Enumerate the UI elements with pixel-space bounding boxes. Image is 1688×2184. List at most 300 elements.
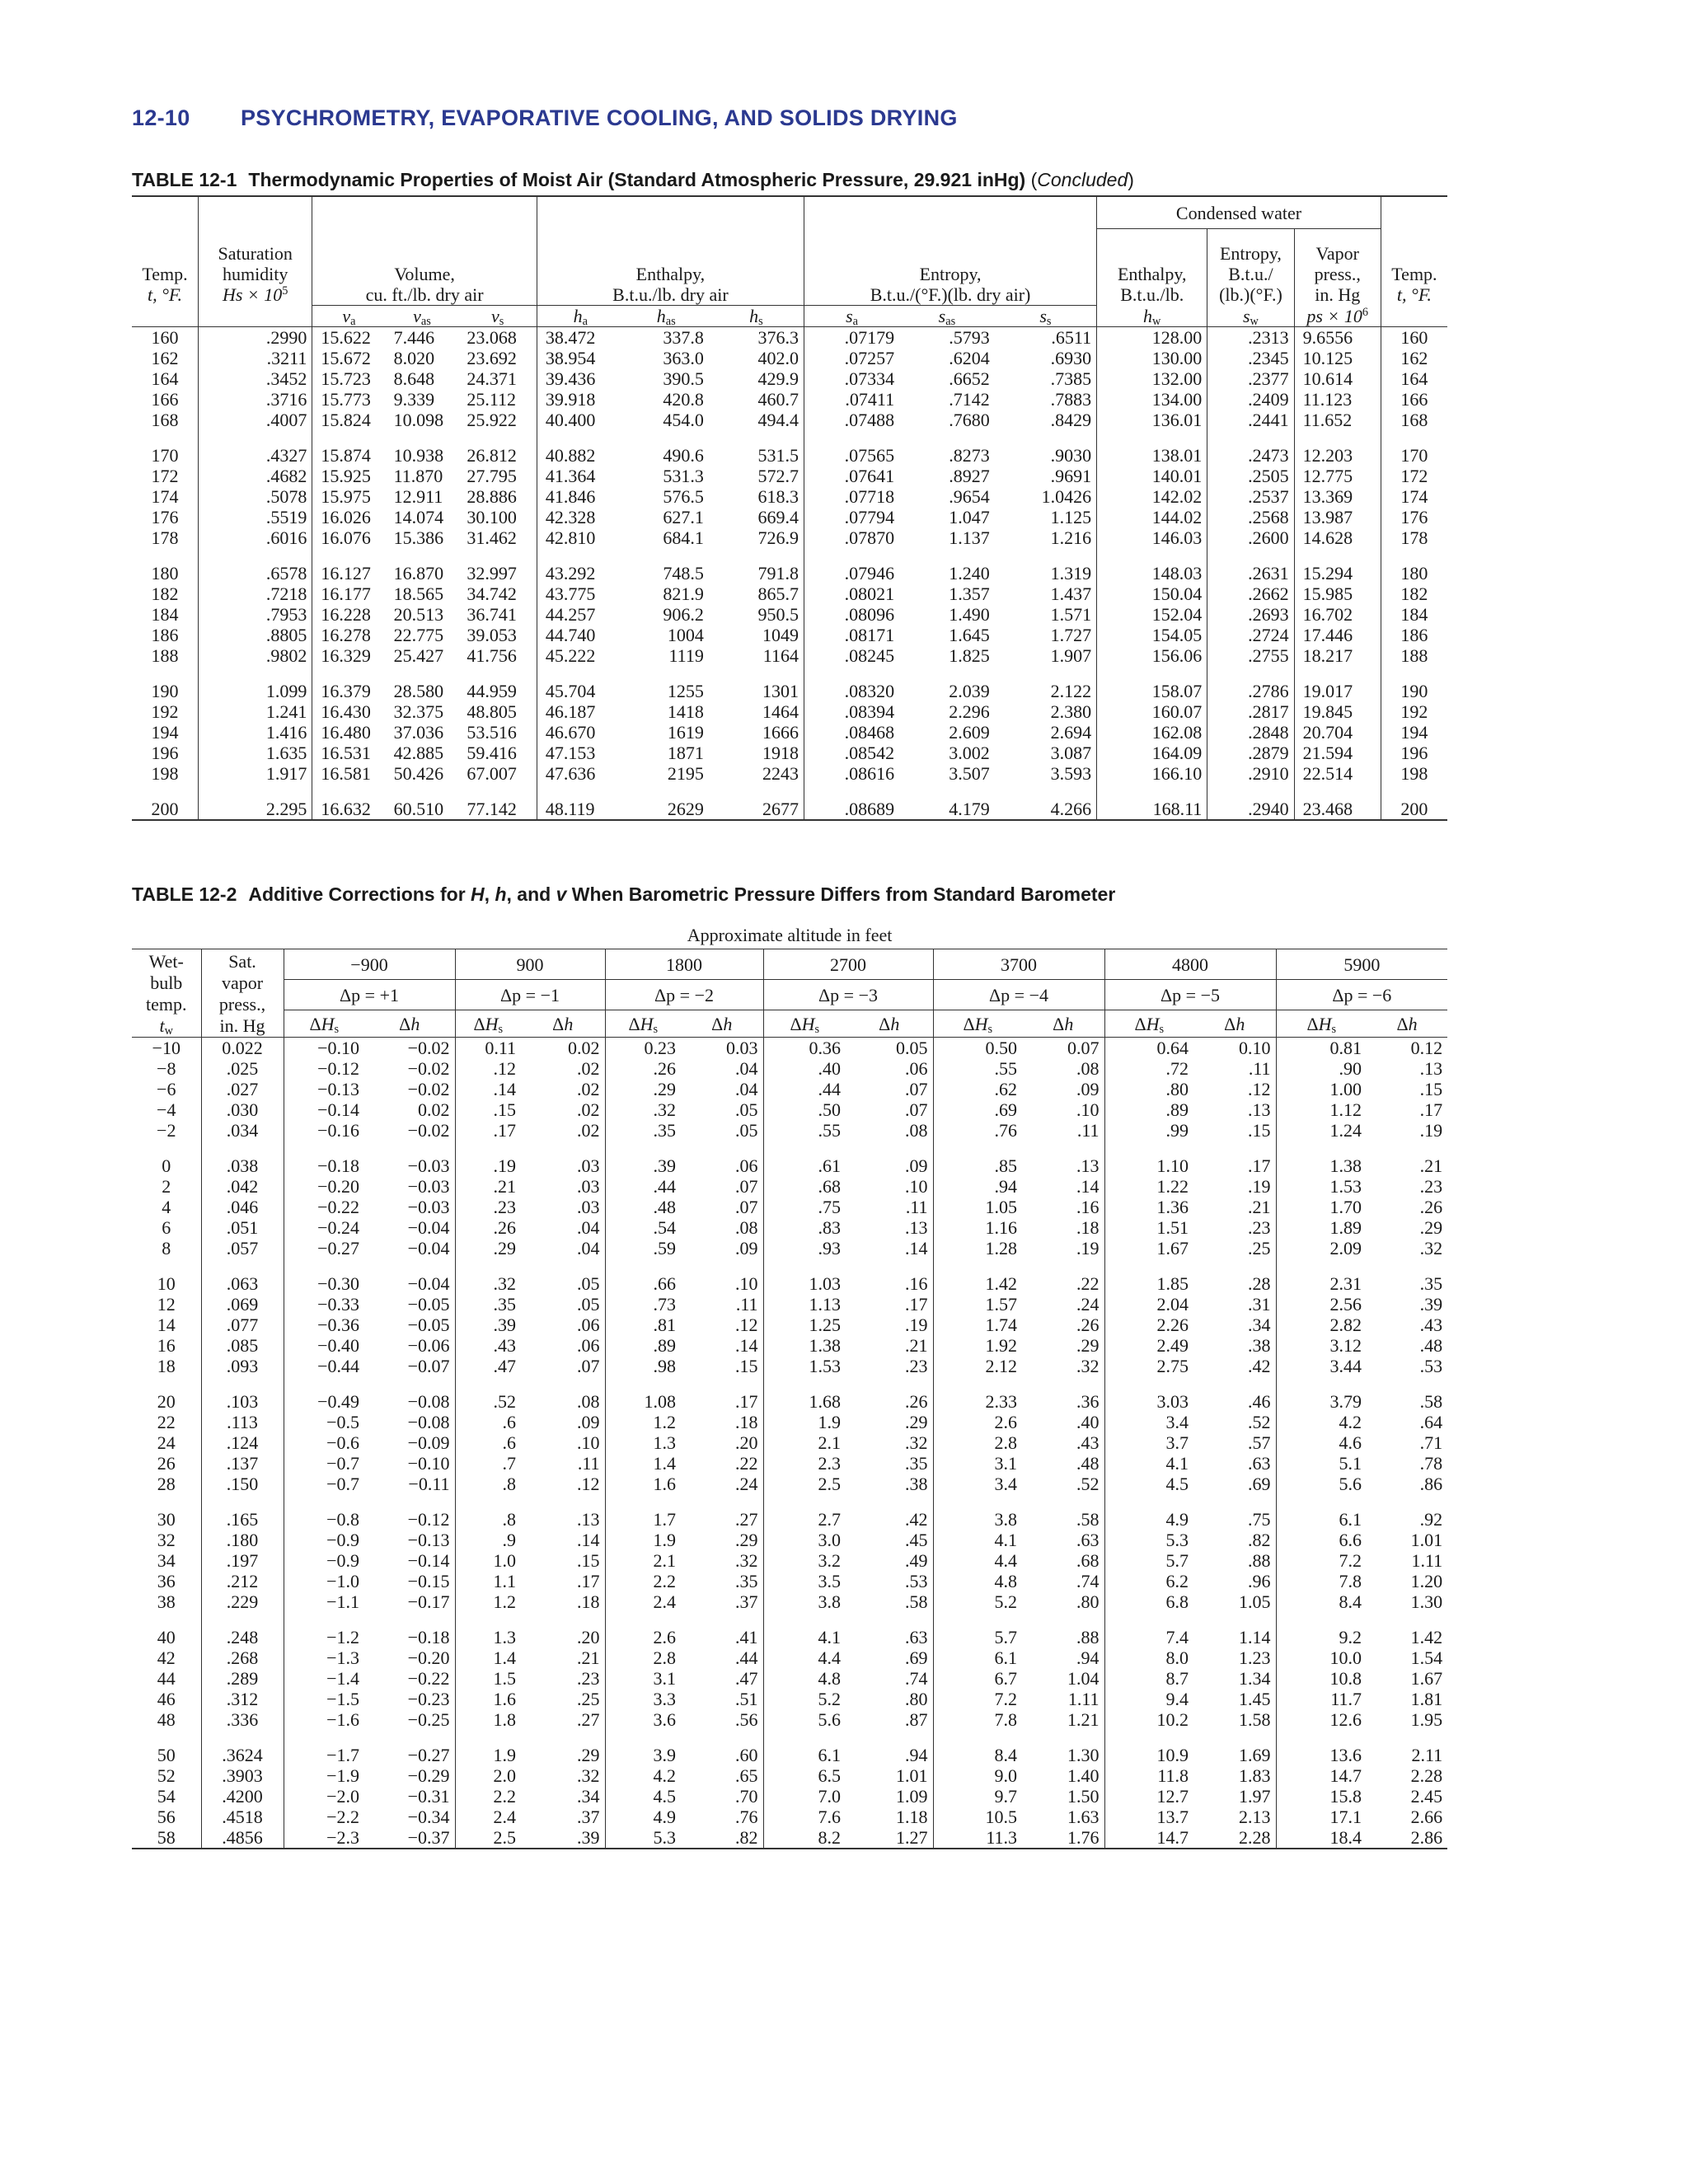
- table-cell: .07: [735, 1176, 758, 1197]
- table-cell: .6511: [1051, 326, 1092, 348]
- table-cell: −0.5: [284, 1412, 364, 1432]
- table-cell: .04: [577, 1217, 600, 1238]
- table-cell: 10.938: [393, 444, 444, 466]
- table-cell: −4: [157, 1099, 176, 1120]
- table-cell: .07257: [804, 348, 899, 368]
- table-cell: 2.5: [763, 1474, 846, 1494]
- table-row: [132, 1474, 1447, 1494]
- table-cell: −0.37: [407, 1827, 450, 1848]
- spacer-cell: [899, 548, 995, 563]
- spacer-cell: [804, 784, 899, 799]
- spacer-cell: [1193, 1730, 1276, 1745]
- table-cell: −0.08: [407, 1391, 450, 1412]
- table-cell: 2.6: [605, 1627, 681, 1647]
- table-row: [132, 445, 1447, 466]
- table-cell: 1.22: [1104, 1176, 1193, 1197]
- table-cell: .75: [763, 1197, 846, 1217]
- table-cell: .2313: [1207, 326, 1294, 348]
- table-cell: 164: [1381, 368, 1447, 389]
- spacer-cell: [132, 430, 199, 445]
- table-cell: .35: [455, 1294, 521, 1315]
- table-cell: 2.380: [1050, 701, 1092, 722]
- table-cell: .76: [933, 1120, 1022, 1141]
- table-cell: 21.594: [1294, 743, 1381, 763]
- t2-h-delta-p: Δp = −4: [933, 980, 1104, 1010]
- table-cell: 3.593: [1050, 762, 1092, 784]
- table-cell: −2: [157, 1120, 176, 1141]
- table-cell: 7.8: [1276, 1571, 1367, 1591]
- table-cell: 11.123: [1294, 389, 1381, 410]
- table-cell: .82: [1248, 1530, 1271, 1550]
- table-cell: 176: [151, 506, 179, 527]
- table-cell: 130.00: [1097, 348, 1207, 368]
- table-cell: 32.375: [393, 701, 444, 722]
- table-cell: 58: [157, 1827, 176, 1848]
- table-row: [132, 1786, 1447, 1807]
- table-cell: 180: [1381, 563, 1447, 583]
- table-cell: .08: [1076, 1058, 1100, 1079]
- table-cell: 26: [157, 1453, 176, 1474]
- table-cell: .96: [1248, 1571, 1271, 1591]
- spacer-cell: [846, 1258, 933, 1273]
- table-cell: .39: [1419, 1294, 1443, 1315]
- table-row: [132, 1197, 1447, 1217]
- spacer-cell: [995, 666, 1097, 681]
- table-cell: .40: [1076, 1412, 1100, 1432]
- table-cell: 1.69: [1239, 1745, 1271, 1765]
- table-cell: −8: [157, 1058, 176, 1079]
- table-row: [132, 1391, 1447, 1412]
- table-cell: 16.379: [312, 681, 386, 701]
- t2-h-approx-altitude: Approximate altitude in feet: [687, 924, 893, 945]
- table-cell: 190: [151, 680, 179, 701]
- table-cell: .20: [577, 1627, 600, 1647]
- table-cell: 627.1: [663, 506, 704, 527]
- spacer-cell: [1193, 1612, 1276, 1627]
- table-row: [132, 1647, 1447, 1668]
- t1-sym-ps: ps × $10^6$: [1294, 305, 1381, 326]
- table-cell: 2.31: [1276, 1273, 1367, 1294]
- table-cell: 1.70: [1276, 1197, 1367, 1217]
- table-cell: .10: [905, 1176, 928, 1197]
- table-cell: −0.10: [284, 1038, 364, 1059]
- table-cell: .15: [577, 1550, 600, 1571]
- table-cell: 3.6: [605, 1709, 681, 1730]
- table-row: [132, 1412, 1447, 1432]
- table-cell: 136.01: [1097, 410, 1207, 430]
- table-cell: 4.1: [763, 1627, 846, 1647]
- table-cell: 154.05: [1097, 625, 1207, 645]
- table-cell: 1.3: [605, 1432, 681, 1453]
- table-cell: 16.177: [312, 583, 386, 604]
- table-cell: .18: [1076, 1217, 1100, 1238]
- table-cell: 48.119: [537, 799, 623, 820]
- spacer-cell: [709, 548, 804, 563]
- table-cell: 1.97: [1239, 1786, 1271, 1807]
- table-cell: 38.954: [537, 348, 623, 368]
- table-cell: .32: [1419, 1238, 1443, 1258]
- table-cell: 28.886: [467, 485, 517, 507]
- table-cell: 8.648: [393, 368, 435, 389]
- table-cell: 1.76: [1067, 1827, 1100, 1848]
- table-cell: .21: [905, 1335, 928, 1356]
- table-cell: 1.10: [1104, 1155, 1193, 1176]
- table-cell: 46.187: [537, 701, 623, 722]
- table-cell: 4.8: [763, 1668, 846, 1689]
- table-cell: .057: [201, 1238, 284, 1258]
- table-cell: 3.2: [763, 1550, 846, 1571]
- table-cell: .52: [1248, 1412, 1271, 1432]
- table1-moist-air-properties: [132, 195, 1447, 821]
- table-cell: .68: [763, 1176, 846, 1197]
- table-cell: 146.03: [1097, 527, 1207, 548]
- spacer-cell: [1294, 548, 1381, 563]
- table-cell: .29: [1419, 1217, 1443, 1238]
- table-cell: 1.05: [933, 1197, 1022, 1217]
- table-cell: 3.507: [949, 762, 990, 784]
- table-cell: 172: [151, 465, 179, 486]
- table-cell: 1.89: [1276, 1217, 1367, 1238]
- table-row: [132, 583, 1447, 604]
- table-cell: 13.6: [1276, 1745, 1367, 1765]
- spacer-cell: [1022, 1730, 1104, 1745]
- table-cell: 12.911: [393, 485, 443, 507]
- table-cell: 176: [1381, 507, 1447, 527]
- table-row: [132, 1335, 1447, 1356]
- table-cell: .4518: [201, 1807, 284, 1827]
- table-cell: 684.1: [663, 527, 704, 548]
- t1-h-cw-entropy: Entropy, B.t.u./ (lb.)(°F.): [1207, 229, 1294, 306]
- t2-h-altitude: 2700: [763, 949, 933, 980]
- table-cell: .12: [455, 1058, 521, 1079]
- table-cell: 6: [162, 1217, 171, 1238]
- spacer-cell: [1104, 1376, 1193, 1391]
- table-cell: 1.917: [199, 763, 312, 784]
- table-cell: .137: [201, 1453, 284, 1474]
- table-cell: 6.1: [933, 1647, 1022, 1668]
- table-cell: 166: [151, 388, 179, 410]
- spacer-cell: [1207, 548, 1294, 563]
- table-row: [132, 1432, 1447, 1453]
- table-cell: −0.25: [407, 1709, 450, 1730]
- spacer-cell: [364, 1141, 455, 1155]
- table-cell: .48: [605, 1197, 681, 1217]
- t1-sym-sas: $s_{as}$: [938, 305, 956, 328]
- table-cell: .7218: [199, 583, 312, 604]
- table2-label: TABLE 12-2: [132, 883, 237, 905]
- table-cell: 2.66: [1410, 1807, 1443, 1827]
- table-cell: .51: [735, 1689, 758, 1709]
- table-row: [132, 1709, 1447, 1730]
- table-cell: 1.16: [933, 1217, 1022, 1238]
- table1-label: TABLE 12-1: [132, 169, 237, 190]
- spacer-cell: [284, 1258, 364, 1273]
- spacer-cell: [624, 784, 709, 799]
- table-cell: 59.416: [467, 742, 517, 763]
- table-cell: −0.14: [284, 1099, 364, 1120]
- table-cell: 1.30: [1410, 1591, 1443, 1612]
- table-cell: .4327: [199, 445, 312, 466]
- table-cell: 2.28: [1239, 1827, 1271, 1848]
- table-cell: .15: [455, 1099, 521, 1120]
- table-cell: 1.27: [896, 1827, 928, 1848]
- table-cell: 10: [157, 1273, 176, 1294]
- spacer-cell: [1294, 430, 1381, 445]
- table-cell: 1.42: [1410, 1627, 1443, 1647]
- table-cell: .80: [905, 1689, 928, 1709]
- table-cell: .29: [455, 1238, 521, 1258]
- table-cell: 172: [1381, 466, 1447, 486]
- spacer-cell: [312, 784, 386, 799]
- table-cell: 8.2: [763, 1827, 846, 1849]
- table-cell: .2600: [1207, 527, 1294, 548]
- table-cell: 196: [1381, 743, 1447, 763]
- table-cell: 2.2: [605, 1571, 681, 1591]
- spacer-cell: [933, 1730, 1022, 1745]
- table-row: [132, 1120, 1447, 1141]
- table-cell: −0.04: [407, 1273, 450, 1294]
- table-cell: .49: [905, 1550, 928, 1571]
- spacer-cell: [1294, 666, 1381, 681]
- table-cell: .4682: [199, 466, 312, 486]
- table-cell: 1049: [762, 624, 799, 645]
- table-cell: 2.296: [949, 701, 990, 722]
- table-cell: 2.28: [1410, 1765, 1443, 1786]
- spacer-cell: [681, 1376, 763, 1391]
- table-cell: 3.79: [1276, 1391, 1367, 1412]
- table-cell: .6204: [949, 347, 990, 368]
- table-cell: 490.6: [663, 444, 704, 466]
- table-cell: −2.2: [284, 1807, 364, 1827]
- table2-title: Additive Corrections for H, h, and v When Barometric Pressure Differs from Standard Barometer: [248, 883, 1116, 905]
- spacer-cell: [1022, 1376, 1104, 1391]
- table-cell: 2.33: [933, 1391, 1022, 1412]
- spacer-cell: [899, 430, 995, 445]
- table-cell: 1.6: [605, 1474, 681, 1494]
- table-cell: 4.179: [949, 798, 990, 819]
- t1-sym-sw: $s_w$: [1207, 305, 1294, 326]
- table-cell: 36.741: [467, 603, 517, 625]
- table-cell: .9: [455, 1530, 521, 1550]
- table-cell: 1004: [667, 624, 704, 645]
- spacer-cell: [624, 430, 709, 445]
- table-cell: 1.50: [1067, 1786, 1100, 1807]
- table-cell: .34: [1248, 1315, 1271, 1335]
- table-cell: 460.7: [757, 388, 799, 410]
- spacer-cell: [201, 1376, 284, 1391]
- table-cell: 3.8: [933, 1509, 1022, 1530]
- table-cell: .11: [1076, 1120, 1100, 1141]
- table-cell: .15: [735, 1356, 758, 1376]
- table-cell: .10: [577, 1432, 600, 1453]
- table-cell: .2662: [1207, 583, 1294, 604]
- table-cell: 164: [151, 368, 179, 389]
- table-cell: .02: [577, 1099, 600, 1120]
- table-cell: .13: [905, 1217, 928, 1238]
- table-cell: 50: [157, 1745, 176, 1765]
- table-cell: 11.7: [1276, 1689, 1367, 1709]
- table-cell: 12.6: [1276, 1709, 1367, 1730]
- table-cell: .80: [1104, 1079, 1193, 1099]
- table-cell: 168: [151, 409, 179, 430]
- table-row: [132, 1550, 1447, 1571]
- table-cell: 2.86: [1410, 1827, 1443, 1848]
- table-cell: .3624: [201, 1745, 284, 1765]
- table-cell: 12.203: [1294, 445, 1381, 466]
- spacer-cell: [995, 548, 1097, 563]
- t1-h-enthalpy: Enthalpy, B.t.u./lb. dry air: [537, 196, 804, 305]
- t2-h-altitude: 5900: [1276, 949, 1447, 980]
- table-cell: .80: [1076, 1591, 1100, 1612]
- table-cell: .08: [905, 1120, 928, 1141]
- table-cell: 10.2: [1104, 1709, 1193, 1730]
- table-cell: 190: [1381, 681, 1447, 701]
- table-cell: 1.53: [1276, 1176, 1367, 1197]
- table-cell: −0.40: [284, 1335, 364, 1356]
- table-cell: .14: [1076, 1176, 1100, 1197]
- table1-note: (Concluded): [1025, 169, 1134, 190]
- t1-sym-va: $v_a$: [312, 305, 386, 326]
- t2-sym-dHs: $\Delta H_s$: [933, 1010, 1022, 1038]
- table-cell: 2.12: [933, 1356, 1022, 1376]
- table-cell: .04: [577, 1238, 600, 1258]
- table-cell: 1.825: [949, 644, 990, 666]
- table-cell: 24.371: [467, 368, 517, 389]
- table-cell: 39.918: [537, 389, 623, 410]
- spacer-cell: [1022, 1494, 1104, 1509]
- table-cell: 22.775: [393, 624, 444, 645]
- table-cell: 18.565: [393, 583, 444, 604]
- table-cell: −0.18: [284, 1155, 364, 1176]
- spacer-cell: [1097, 548, 1207, 563]
- t1-sym-vas: $v_{as}$: [413, 305, 431, 328]
- table-row: [132, 1315, 1447, 1335]
- spacer-cell: [1367, 1376, 1447, 1391]
- table-cell: 15.386: [393, 527, 444, 548]
- table-cell: 1871: [667, 742, 704, 763]
- table-cell: 1.907: [1050, 644, 1092, 666]
- table-cell: .81: [605, 1315, 681, 1335]
- table-cell: .08616: [804, 763, 899, 784]
- spacer-cell: [1276, 1612, 1367, 1627]
- spacer-cell: [537, 784, 623, 799]
- table-cell: 23.468: [1294, 799, 1381, 820]
- group-spacer: [132, 1376, 1447, 1391]
- spacer-cell: [132, 784, 199, 799]
- table-cell: .19: [1419, 1120, 1443, 1141]
- table-cell: .06: [735, 1155, 758, 1176]
- table-cell: .2568: [1207, 507, 1294, 527]
- table-cell: 44.959: [467, 680, 517, 701]
- table-cell: .9654: [949, 485, 990, 507]
- table-cell: −0.49: [284, 1391, 364, 1412]
- table-cell: .59: [605, 1238, 681, 1258]
- table-cell: 48: [157, 1709, 176, 1730]
- table-cell: 1.12: [1276, 1099, 1367, 1120]
- table-cell: 3.12: [1276, 1335, 1367, 1356]
- table-cell: 1.67: [1410, 1668, 1443, 1689]
- table-cell: 1.137: [949, 527, 990, 548]
- table-cell: −1.9: [284, 1765, 364, 1786]
- spacer-cell: [933, 1258, 1022, 1273]
- spacer-cell: [312, 548, 386, 563]
- table-row: [132, 1668, 1447, 1689]
- table-cell: 14.7: [1276, 1765, 1367, 1786]
- spacer-cell: [605, 1494, 681, 1509]
- table-cell: −1.3: [284, 1647, 364, 1668]
- table-cell: −0.08: [407, 1412, 450, 1432]
- table-cell: 14: [157, 1315, 176, 1335]
- table2-barometric-corrections: [132, 921, 1447, 1849]
- table-cell: 429.9: [757, 368, 799, 389]
- table-cell: .21: [1248, 1197, 1271, 1217]
- table-cell: .09: [1076, 1079, 1100, 1099]
- table-cell: .248: [201, 1627, 284, 1647]
- table-cell: 186: [151, 624, 179, 645]
- table-cell: 1.490: [949, 603, 990, 625]
- table-cell: 18: [157, 1356, 176, 1376]
- table-cell: .11: [735, 1294, 758, 1315]
- table-cell: 2.45: [1410, 1786, 1443, 1807]
- table-cell: −2.0: [284, 1786, 364, 1807]
- spacer-cell: [1104, 1612, 1193, 1627]
- table-cell: 9.2: [1276, 1627, 1367, 1647]
- table-cell: .14: [735, 1335, 758, 1356]
- table-cell: .94: [933, 1176, 1022, 1197]
- table-cell: 1.11: [1411, 1550, 1443, 1571]
- table-cell: 2.295: [199, 799, 312, 820]
- table-cell: 31.462: [467, 527, 517, 548]
- table-row: [132, 326, 1447, 348]
- table-cell: 0.10: [1239, 1038, 1271, 1058]
- spacer-cell: [284, 1376, 364, 1391]
- table-cell: 1.54: [1410, 1647, 1443, 1668]
- spacer-cell: [709, 784, 804, 799]
- table-cell: 46: [157, 1689, 176, 1709]
- table-cell: −0.22: [284, 1197, 364, 1217]
- table1-title: Thermodynamic Properties of Moist Air (Standard Atmospheric Pressure, 29.921 inHg): [248, 169, 1026, 190]
- table-cell: 1619: [667, 721, 704, 743]
- table-cell: 200: [151, 798, 179, 819]
- table-cell: 7.0: [763, 1786, 846, 1807]
- table-cell: 1301: [762, 680, 799, 701]
- spacer-cell: [709, 666, 804, 681]
- table-cell: 531.5: [757, 444, 799, 466]
- table-cell: .08394: [804, 701, 899, 722]
- table-cell: 11.652: [1294, 410, 1381, 430]
- table-cell: 10.5: [933, 1807, 1022, 1827]
- table-cell: 6.6: [1276, 1530, 1367, 1550]
- table-cell: .25: [577, 1689, 600, 1709]
- table-cell: .71: [1419, 1432, 1443, 1453]
- spacer-cell: [455, 1494, 521, 1509]
- table-cell: 1.34: [1239, 1668, 1271, 1689]
- table-cell: 44: [157, 1668, 176, 1689]
- table-cell: 170: [1381, 445, 1447, 466]
- table-cell: .48: [1419, 1335, 1443, 1356]
- table-cell: 2243: [762, 762, 799, 784]
- table-cell: 200: [1381, 799, 1447, 820]
- spacer-cell: [199, 548, 312, 563]
- table-cell: .32: [1076, 1356, 1100, 1376]
- table-row: [132, 1453, 1447, 1474]
- t1-h-temp-right: Temp. t, °F.: [1381, 196, 1447, 305]
- table-cell: 40: [157, 1627, 176, 1647]
- t1-sym-sa: $s_a$: [804, 305, 899, 326]
- t2-sym-dh: Δh: [552, 1013, 574, 1034]
- spacer-cell: [933, 1376, 1022, 1391]
- table-cell: .23: [905, 1356, 928, 1376]
